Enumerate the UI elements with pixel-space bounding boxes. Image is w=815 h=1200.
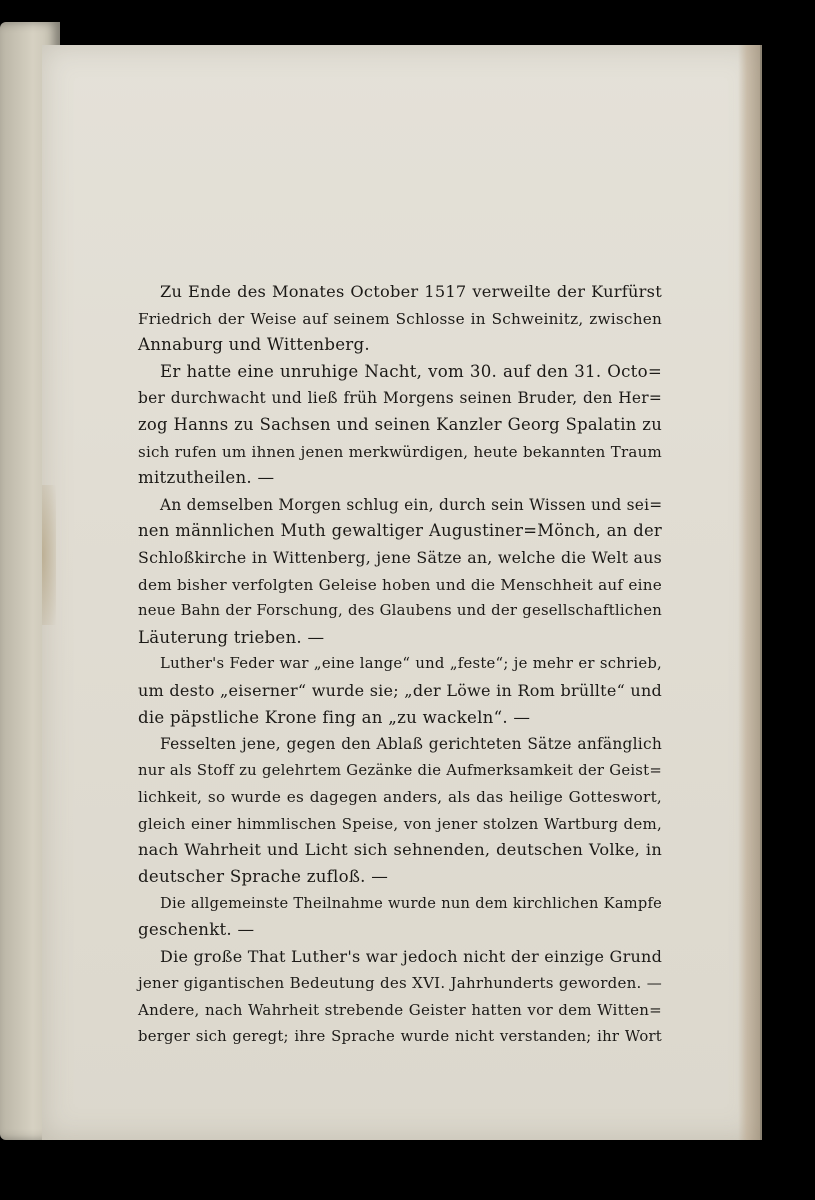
text-line: lichkeit, so wurde es dagegen anders, als das heilige Gotteswort,: [138, 788, 662, 807]
text-line: neue Bahn der Forschung, des Glaubens und der gesellschaftlichen: [138, 602, 662, 620]
text-line: nur als Stoff zu gelehrtem Gezänke die Aufmerksamkeit der Geist=: [138, 761, 662, 779]
book-page: [42, 45, 760, 1140]
text-line: sich rufen um ihnen jenen merkwürdigen, heute bekannten Traum: [138, 442, 662, 461]
page-stain: [42, 485, 56, 625]
text-line: Die allgemeinste Theilnahme wurde nun dem kirchlichen Kampfe: [160, 894, 662, 912]
text-line: zog Hanns zu Sachsen und seinen Kanzler Georg Spalatin zu: [138, 414, 662, 434]
text-line: gleich einer himmlischen Speise, von jener stolzen Wartburg dem,: [138, 814, 662, 833]
text-line: nen männlichen Muth gewaltiger Augustiner=Mönch, an der: [138, 521, 662, 541]
text-line: nach Wahrheit und Licht sich sehnenden, deutschen Volke, in: [138, 840, 662, 860]
page-edge-shadow: [738, 45, 760, 1140]
body-text: [138, 279, 662, 1050]
text-line: Zu Ende des Monates October 1517 verweilte der Kurfürst: [160, 282, 662, 301]
text-line: Fesselten jene, gegen den Ablaß gerichteten Sätze anfänglich: [160, 735, 662, 754]
text-line: um desto „eiserner“ wurde sie; „der Löwe in Rom brüllte“ und: [138, 680, 662, 700]
text-line: dem bisher verfolgten Geleise hoben und die Menschheit auf eine: [138, 575, 662, 594]
text-line: berger sich geregt; ihre Sprache wurde nicht verstanden; ihr Wort: [138, 1027, 662, 1045]
text-line: An demselben Morgen schlug ein, durch sein Wissen und sei=: [160, 495, 663, 514]
text-line: Andere, nach Wahrheit strebende Geister hatten vor dem Witten=: [138, 1001, 662, 1020]
text-line: Luther's Feder war „eine lange“ und „feste“; je mehr er schrieb,: [160, 655, 662, 673]
text-line: jener gigantischen Bedeutung des XVI. Jahrhunderts geworden. —: [138, 974, 662, 993]
text-line: Er hatte eine unruhige Nacht, vom 30. auf den 31. Octo=: [160, 361, 662, 381]
text-line: Annaburg und Wittenberg.: [138, 335, 370, 355]
text-line: die päpstliche Krone fing an „zu wackeln“. —: [138, 707, 531, 727]
text-line: mitzutheilen. —: [138, 468, 275, 488]
text-line: Schloßkirche in Wittenberg, jene Sätze an, welche die Welt aus: [138, 547, 662, 567]
text-line: Läuterung trieben. —: [138, 627, 325, 647]
text-line: Friedrich der Weise auf seinem Schlosse in Schweinitz, zwischen: [138, 309, 662, 328]
text-line: deutscher Sprache zufloß. —: [138, 867, 389, 887]
text-line: ber durchwacht und ließ früh Morgens seinen Bruder, den Her=: [138, 389, 662, 408]
text-line: geschenkt. —: [138, 920, 255, 940]
text-line: Die große That Luther's war jedoch nicht der einzige Grund: [160, 946, 663, 966]
